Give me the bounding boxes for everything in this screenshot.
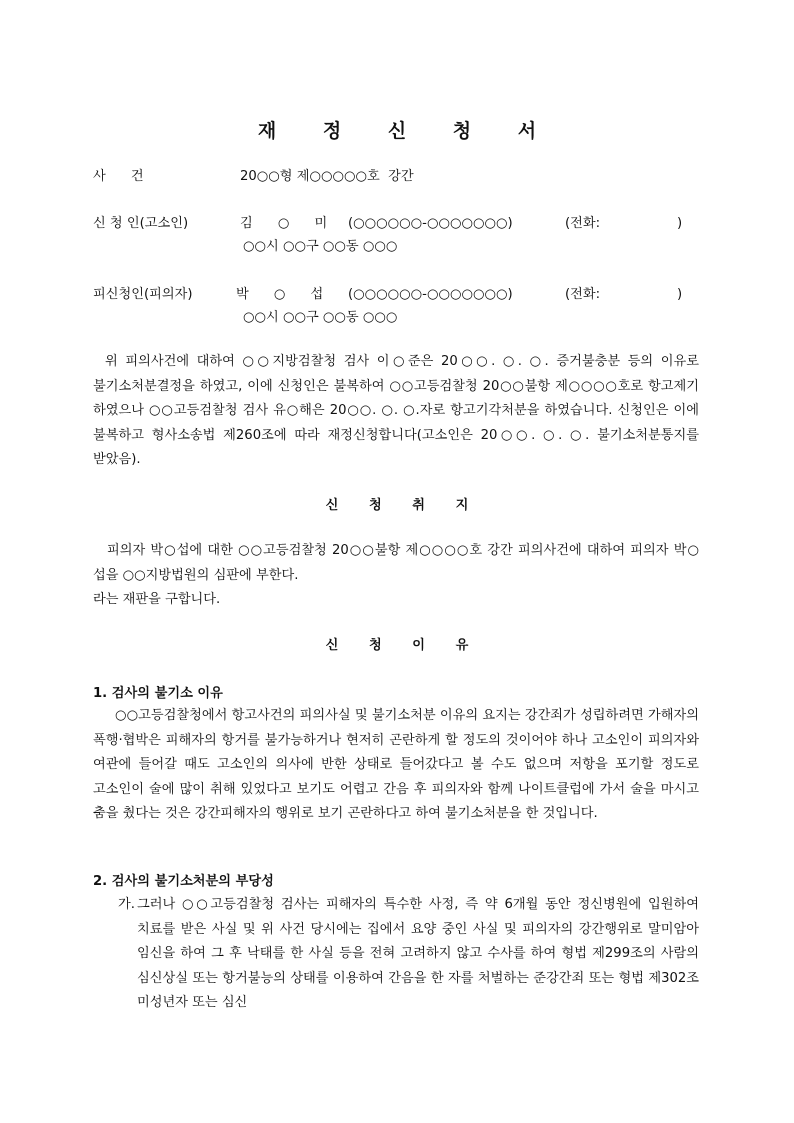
respondent-address: ○○시 ○○구 ○○동 ○○○ — [243, 310, 398, 325]
section1-title: 1. 검사의 불기소 이유 — [93, 686, 223, 701]
section1-body: ○○고등검찰청에서 항고사건의 피의사실 및 불기소처분 이유의 요지는 강간죄가 성립하려면 가해자의 폭행·협박은 피해자의 항거를 불가능하거나 현저히 곤란하게 할 정도의 것이어야 하나 고소인이 피의자와 여관에 들어갈 때도 고소인의 의사에 반한 상태로 들어갔다고 볼 수도 없으며 저항을 포기할 정도로 고소인이 술에 많이 취해 있었다고 보기도 어렵고 간음 후 피의자와 함께 나이트클럽에 가서 술을 마시고 춤을 췄다는 것은 강간피해자의 행위로 보기 곤란하다고 하여 불기소처분을 한 것입니다. — [93, 708, 699, 822]
applicant-phone-label: (전화: — [565, 216, 601, 231]
reasons-heading: 신 청 이 유 — [325, 638, 482, 653]
case-value: 20○○형 제○○○○○호 강간 — [240, 169, 414, 184]
intro-paragraph: 위 피의사건에 대하여 ○○지방검찰청 검사 이○준은 20○○. ○. ○. 증거불충분 등의 이유로 불기소처분결정을 하였고, 이에 신청인은 불복하여 ○○고등검찰청 20○○불항 제○○○○호로 항고제기 하였으나 ○○고등검찰청 검사 유○해은 20○○. ○. ○.자로 항고기각처분을 하였습니다. 신청인은 이에 불복하고 형사소송법 제260조에 따라 재정신청합니다(고소인은 20○○. ○. ○. 불기소처분통지를 받았음). — [93, 354, 699, 468]
section2-item-body: 그러나 ○○고등검찰청 검사는 피해자의 특수한 사정, 즉 약 6개월 동안 정신병원에 입원하여 치료를 받은 사실 및 위 사건 당시에는 집에서 요양 중인 사실 및 피의자의 강간행위로 말미암아 임신을 하여 그 후 낙태를 한 사실 등을 전혀 고려하지 않고 수사를 하여 형법 제299조의 사람의 심신상실 또는 항거불능의 상태를 이용하여 간음을 한 자를 처벌하는 준강간죄 또는 형법 제302조 미성년자 또는 심신 — [137, 897, 699, 1011]
purpose-closing: 라는 재판을 구합니다. — [93, 592, 221, 607]
respondent-id-number: (○○○○○○-○○○○○○○) — [348, 287, 513, 302]
purpose-heading: 신 청 취 지 — [325, 498, 482, 513]
applicant-id-number: (○○○○○○-○○○○○○○) — [348, 216, 513, 231]
respondent-phone-label: (전화: — [565, 287, 601, 302]
respondent-name: 박 ○ 섭 — [236, 287, 324, 302]
purpose-body: 피의자 박○섭에 대한 ○○고등검찰청 20○○불항 제○○○○호 강간 피의사건에 대하여 피의자 박○섭을 ○○지방법원의 심판에 부한다. — [93, 543, 699, 583]
document-title: 재 정 신 청 서 — [257, 120, 557, 142]
case-label: 사 건 — [93, 169, 144, 184]
applicant-label: 신 청 인(고소인) — [93, 216, 189, 231]
applicant-address: ○○시 ○○구 ○○동 ○○○ — [243, 239, 398, 254]
section2-item-marker: 가. — [118, 897, 135, 912]
section2-title: 2. 검사의 불기소처분의 부당성 — [93, 874, 274, 889]
respondent-label: 피신청인(피의자) — [93, 287, 193, 302]
applicant-phone-close: ) — [677, 216, 683, 231]
applicant-name: 김 ○ 미 — [240, 216, 328, 231]
respondent-phone-close: ) — [677, 287, 683, 302]
